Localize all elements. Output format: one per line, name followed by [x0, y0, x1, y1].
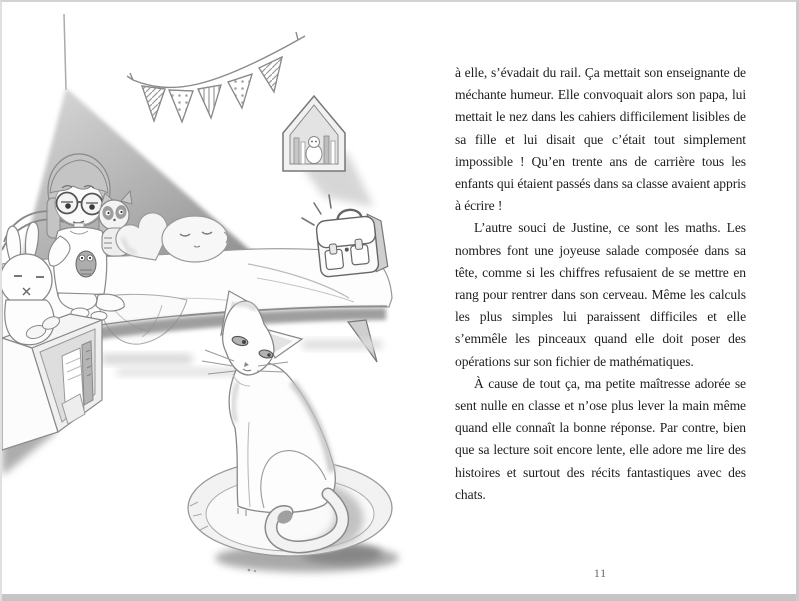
book-icon	[82, 341, 93, 405]
paragraph-1: à elle, s’évadait du rail. Ça mettait son enseignante de méchante humeur. Elle convoquait alors son papa, lui mettait le nez dans les cahiers difficilement lisibles de sa fille et lui disait que c’était tout simplement impossible ! Qu’en trente ans de carrière tous les enfants qui étaient passés dans sa classe avaient appris à écrire !	[455, 65, 746, 214]
bunting-banner-icon	[127, 32, 305, 122]
illustration-page	[2, 2, 442, 596]
bird-figurine-icon	[306, 137, 322, 164]
house-shelf-icon	[283, 96, 374, 207]
school-bag-icon	[315, 206, 388, 277]
window-bottom-edge	[2, 594, 796, 601]
paragraph-3: À cause de tout ça, ma petite maîtresse adorée se sent nulle en classe et n’ose plus lever la main même quand elle connaît la bonne réponse. Par contre, bien que sa lecture soit encore lente, elle adore me lire des histoires et surtout des récits fantastiques avec des chats.	[455, 375, 746, 502]
page-number: 11	[593, 568, 608, 580]
owl-print-icon	[76, 251, 96, 277]
sleeping-pillow-icon	[162, 216, 228, 262]
paragraph-2: L’autre souci de Justine, ce sont les maths. Les nombres font une joyeuse salade composée dans sa tête, comme si les chiffres refusaient de se mettre en rang pour rentrer dans son cerveau. Même les calculs les plus simples lui paraissent difficiles et elle s’emmêle les pinceaux quand elle doit poser des opérations sur son fichier de mathématiques.	[455, 220, 746, 369]
text-page	[455, 62, 746, 506]
bedroom-illustration	[2, 2, 442, 596]
